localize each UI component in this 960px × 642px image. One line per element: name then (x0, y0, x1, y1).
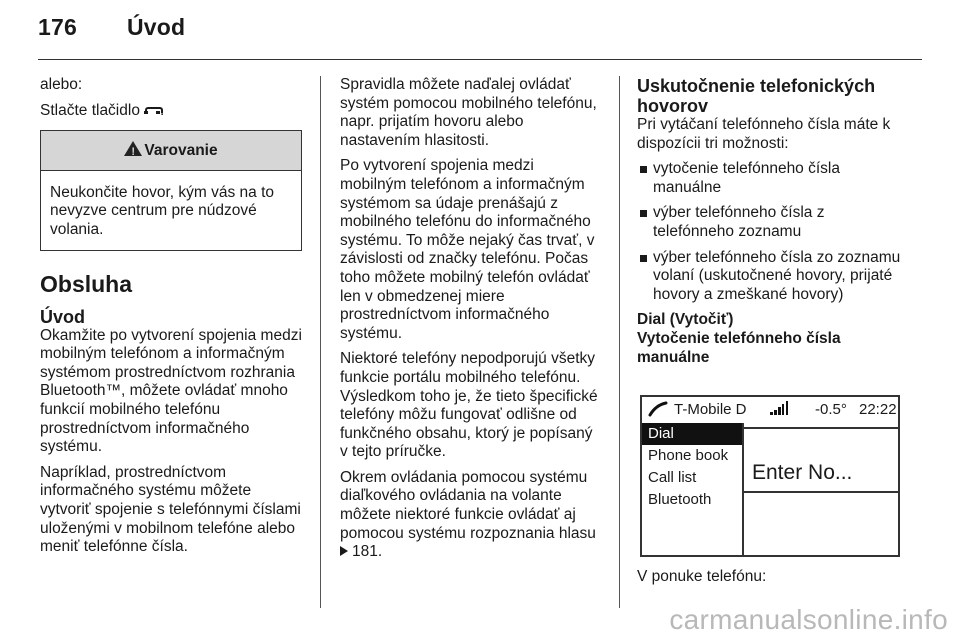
page-reference[interactable]: 181. (352, 543, 383, 561)
divider (744, 427, 898, 429)
page-number: 176 (38, 14, 77, 40)
page-reference-icon (340, 546, 348, 556)
signal-strength-icon (770, 400, 792, 416)
section-title: Uskutočnenie telefonických hovorov (637, 76, 876, 116)
divider (744, 491, 898, 493)
subheading: Vytočenie telefónneho čísla manuálne (637, 329, 841, 366)
dial-panel (744, 423, 898, 555)
paragraph: Stlačte tlačidlo . (40, 101, 165, 119)
options-list (637, 160, 907, 304)
warning-header: !Varovanie (41, 131, 301, 171)
phone-display-screenshot (640, 395, 900, 557)
chapter-title: Úvod (126, 14, 186, 40)
column-divider (619, 76, 620, 608)
column-left (40, 76, 302, 564)
menu-item-call-list[interactable]: Call list (648, 469, 697, 486)
clock: 22:22 (859, 401, 897, 418)
list-item: výber telefónneho čísla zo zoznamu volaní (uskutočnené hovory, prijaté hovory a zmeškané hovory) (637, 249, 907, 305)
paragraph: Okamžite po vytvorení spojenia medzi mobilným telefónom a informačným systémom prostredníctvom rozhrania Bluetooth™, môžete ovládať mnoho funkcií mobilného telefónu prostredníctvom informačného systému. (40, 326, 302, 456)
phone-handset-icon (648, 401, 668, 417)
phone-hangup-icon (144, 106, 160, 116)
temperature: -0.5° (815, 401, 847, 418)
paragraph: Spravidla môžete naďalej ovládať systém pomocou mobilného telefónu, napr. prijatím hovoru alebo nastavením hlasitosti. (340, 76, 597, 149)
paragraph: alebo: (40, 76, 83, 93)
status-bar (642, 397, 898, 421)
header-rule (38, 59, 922, 60)
phone-menu (642, 423, 744, 555)
menu-item-phone-book[interactable]: Phone book (648, 447, 729, 464)
paragraph: Okrem ovládania pomocou systému diaľkového ovládania na volante môžete niektoré funkcie ovládať aj pomocou systému rozpoznania hlasu 181. (340, 468, 596, 561)
warning-triangle-icon (124, 141, 142, 156)
operator-name: T-Mobile D (674, 401, 747, 418)
paragraph: Niektoré telefóny nepodporujú všetky funkcie portálu mobilného telefónu. Výsledkom toho je, že tieto špecifické telefóny môžu fungovať odlišne od funkčného obsahu, ktorý je popísaný v tejto príručke. (340, 350, 598, 461)
subsection-title: Úvod (40, 306, 85, 327)
menu-item-dial[interactable]: Dial (642, 423, 742, 445)
list-item: výber telefónneho čísla z telefónneho zoznamu (637, 204, 907, 241)
column-middle (340, 76, 602, 569)
enter-number-prompt[interactable]: Enter No... (752, 461, 853, 484)
caption: V ponuke telefónu: (637, 568, 767, 585)
watermark: carmanualsonline.info (669, 604, 948, 635)
warning-box (40, 130, 302, 250)
column-right (637, 76, 907, 367)
caption-block (637, 568, 907, 594)
column-divider (320, 76, 321, 608)
subheading: Dial (Vytočiť) (637, 311, 734, 329)
section-title: Obsluha (40, 270, 133, 297)
paragraph: Pri vytáčaní telefónneho čísla máte k dispozícii tri možnosti: (637, 116, 891, 152)
page-header (38, 14, 185, 41)
list-item: vytočenie telefónneho čísla manuálne (637, 160, 907, 197)
warning-text: Neukončite hovor, kým vás na to nevyzve centrum pre núdzové volania. (50, 183, 275, 238)
menu-item-bluetooth[interactable]: Bluetooth (648, 491, 712, 508)
paragraph: Po vytvorení spojenia medzi mobilným telefónom a informačným systémom sa údaje prenášajú z mobilného telefónu do informačného systému. To môže nejaký čas trvať, v závislosti od značky telefónu. Počas toho môžete mobilný telefón ovládať len v obmedzenej miere prostredníctvom informačného systému. (340, 157, 595, 342)
paragraph: Napríklad, prostredníctvom informačného systému môžete vytvoriť spojenie s telefónnymi číslami uloženými v mobilnom telefóne alebo meniť telefónne čísla. (40, 463, 301, 556)
